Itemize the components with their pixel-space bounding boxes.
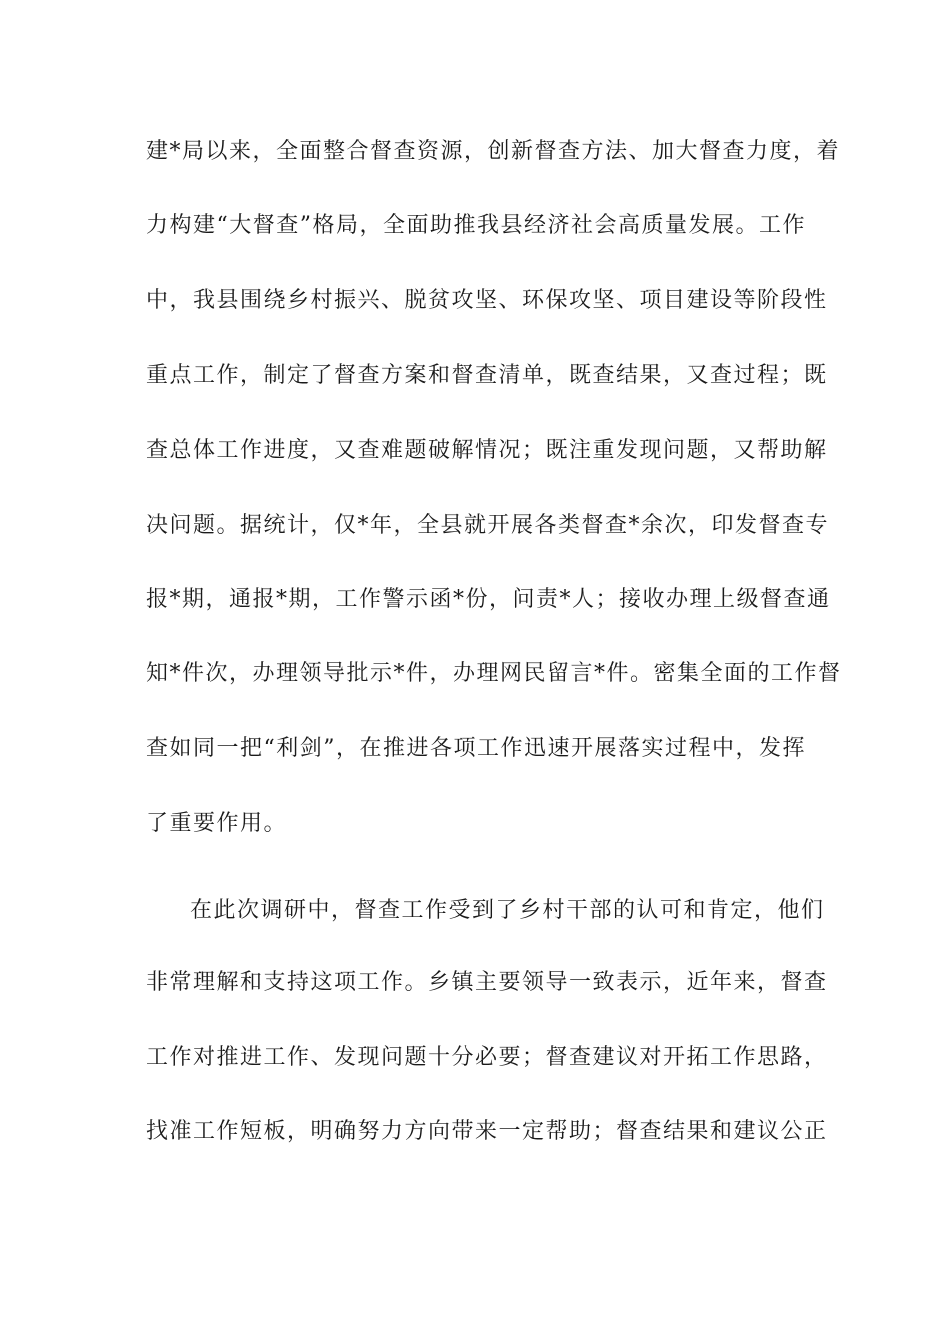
text-line: 重点工作，制定了督查方案和督查清单，既查结果，又查过程；既 xyxy=(146,363,828,388)
text-line: 决问题。据统计，仅*年，全县就开展各类督查*余次，印发督查专 xyxy=(146,513,830,538)
text-line: 中，我县围绕乡村振兴、脱贫攻坚、环保攻坚、项目建设等阶段性 xyxy=(146,288,828,313)
text-line: 查总体工作进度，又查难题破解情况；既注重发现问题，又帮助解 xyxy=(146,438,828,463)
text-line: 力构建“大督查”格局，全面助推我县经济社会高质量发展。工作 xyxy=(146,213,806,238)
text-line: 非常理解和支持这项工作。乡镇主要领导一致表示，近年来，督查 xyxy=(146,970,828,995)
text-line: 工作对推进工作、发现问题十分必要；督查建议对开拓工作思路， xyxy=(146,1045,828,1070)
text-line: 查如同一把“利剑”，在推进各项工作迅速开展落实过程中，发挥 xyxy=(146,736,806,761)
text-line: 建*局以来，全面整合督查资源，创新督查方法、加大督查力度，着 xyxy=(146,139,841,164)
text-line: 在此次调研中，督查工作受到了乡村干部的认可和肯定，他们 xyxy=(190,898,825,923)
text-line: 找准工作短板，明确努力方向带来一定帮助；督查结果和建议公正 xyxy=(146,1119,828,1144)
text-line: 知*件次，办理领导批示*件，办理网民留言*件。密集全面的工作督 xyxy=(146,661,842,686)
text-line: 了重要作用。 xyxy=(146,811,288,836)
text-line: 报*期，通报*期，工作警示函*份，问责*人；接收办理上级督查通 xyxy=(146,587,831,612)
